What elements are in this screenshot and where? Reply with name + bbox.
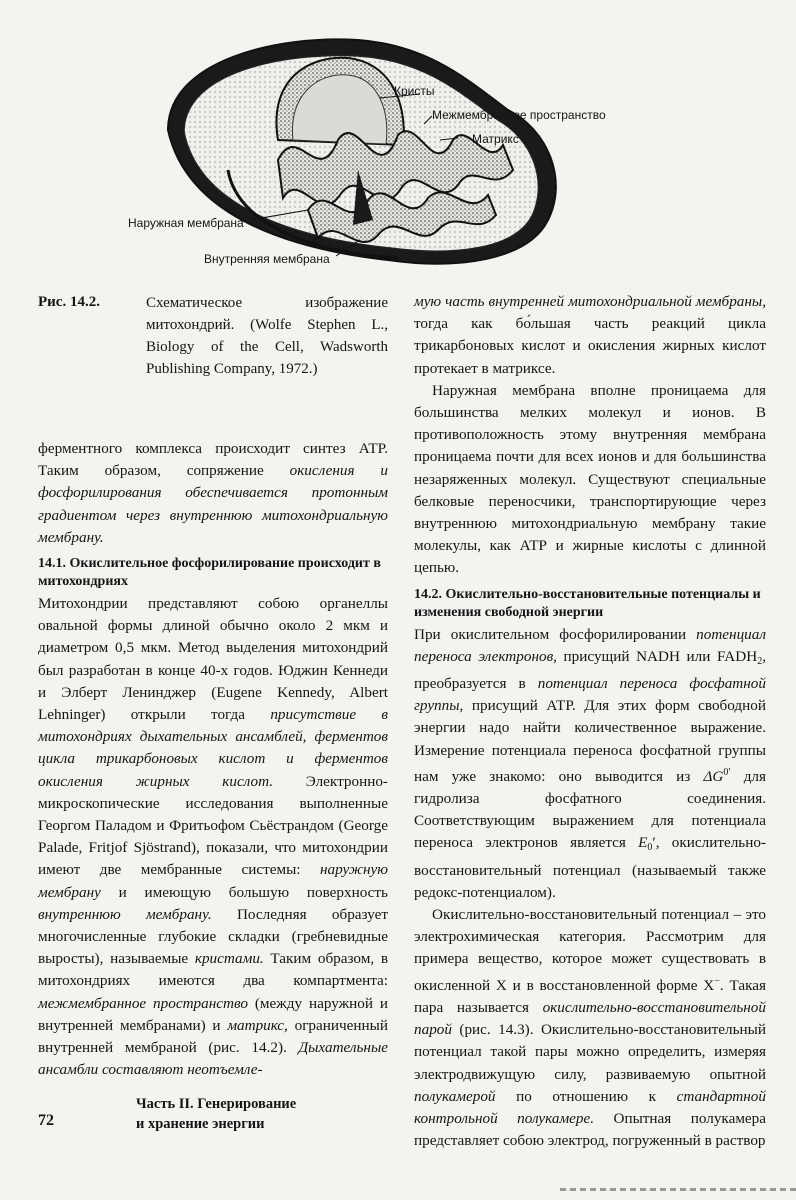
label-outer-membrane: Наружная мембрана	[128, 216, 244, 230]
paragraph: При окислительном фосфорилировании потенциал переноса электронов, присущий NADH или $FADH_2$, преобразуется в потенциал переноса фосфатной группы, присущий АТР. Для этих форм свободной энергии надо найти количественное выражение. Измерение потенциала переноса фосфатной группы нам уже знакомо: оно выводится из $\Delta G^{0'}$ для гидролиза фосфатного соединения. Соответствующим выражением для потенциала переноса электронов является $E_0'$, окислительно-восстановительный потенциал (называемый также редокс-потенциалом).	[414, 625, 766, 901]
mitochondrion-illustration	[128, 20, 648, 290]
page-number: 72	[38, 1112, 54, 1129]
mitochondrion-figure	[128, 20, 648, 290]
figure-caption: Схематическое изображение митохондрий. (Wolfe Stephen L., Biology of the Cell, Wadsworth Publishing Company, 1972.)	[146, 295, 388, 377]
section-heading-14-1: 14.1. Окислительное фосфорилирование происходит в митохондриях	[38, 556, 381, 590]
paragraph: ферментного комплекса происходит синтез АТР. Таким образом, сопряжение окисления и фосфорилирования обеспечивается протонным градиентом через внутреннюю митохондриальную мембрану.	[38, 440, 388, 546]
left-column	[38, 438, 388, 1081]
paragraph: Окислительно-восстановительный потенциал – это электрохимическая категория. Рассмотрим для примера вещество, которое может существовать в окисленной X и в восстановленной форме X−. Такая пара называется окислительно-восстановительной парой (рис. 14.3). Окислительно-восстановительный потенциал такой пары можно определить, измеряя электродвижущую силу, развиваемую опытной полукамерой по отношению к стандартной контрольной полукамере. Опытная полукамера представляет собою электрод, погруженный в раствор	[414, 906, 767, 1150]
scan-edge-rule	[560, 1188, 796, 1191]
label-inner-membrane: Внутренняя мембрана	[204, 252, 330, 266]
paragraph: Митохондрии представляют собою органеллы овальной формы длиной обычно около 2 мкм и диаметром 0,5 мкм. Метод выделения митохондрий был разработан в конце 40-х годов. Юджин Кеннеди и Элберт Ленинджер (Eugene Kennedy, Albert Lehninger) открыли тогда присутствие в митохондриях дыхательных ансамблей, ферментов цикла трикарбоновых кислот и ферментов окисления жирных кислот. Электронно-микроскопические исследования выполненные Георгом Паладом и Фритьофом Сьёстрандом (George Palade, Fritjof Sjöstrand), показали, что митохондрии имеют две мембранные системы: наружную мембрану и имеющую большую поверхность внутреннюю мембрану. Последняя образует многочисленные глубокие складки (гребневидные выросты), называемые кристами. Таким образом, в митохондриях имеются два компартмента: межмембранное пространство (между наружной и внутренней мембранами) и матрикс, ограниченный внутренней мембраной (рис. 14.2). Дыхательные ансамбли составляют неотъемле-	[38, 595, 389, 1079]
right-column	[414, 291, 766, 1152]
label-intermembrane-space: Межмембранное пространство	[432, 108, 606, 122]
figure-number: Рис. 14.2.	[38, 294, 100, 310]
label-cristae: Кристы	[394, 84, 435, 98]
section-heading-14-2: 14.2. Окислительно-восстановительные потенциалы и изменения свободной энергии	[414, 586, 761, 620]
paragraph: мую часть внутренней митохондриальной мембраны, тогда как бо́льшая часть реакций цикла трикарбоновых кислот и окисления жирных кислот протекает в матриксе.	[414, 293, 766, 377]
paragraph: Наружная мембрана вполне проницаема для большинства мелких молекул и ионов. В противоположность этому внутренняя мембрана проницаема почти для всех ионов и для большинства незаряженных молекул. Существуют специальные белковые переносчики, транспортирующие через внутреннюю митохондриальную мембрану такие молекулы, как АТР и жирные кислоты с длинной цепью.	[414, 381, 766, 577]
label-matrix: Матрикс	[472, 132, 519, 146]
running-footer-part: Часть II. Генерирование и хранение энергии	[136, 1096, 297, 1132]
